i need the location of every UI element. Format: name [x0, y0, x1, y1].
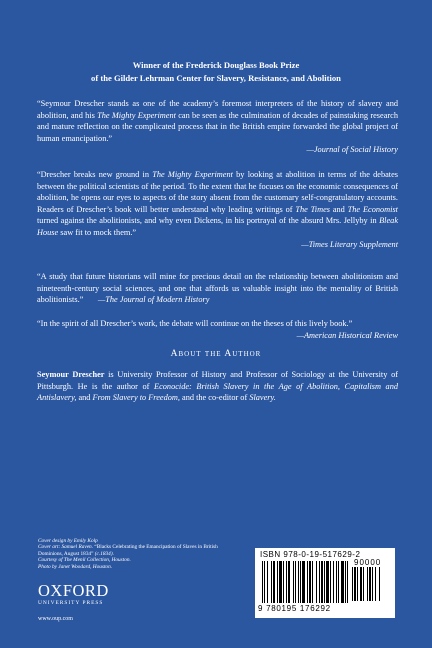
barcode-bar — [330, 561, 331, 603]
cover-art-credit — [38, 544, 238, 557]
quote-text-part: by looking at abolition in terms of the debates between the political scientists of the period. To the extent that he focuses on the economic consequences of abolition, he opens our eyes to aspects of the story absent from the customary self-congratulatory accounts. Readers of Drescher’s book will better understand why leading writings of — [37, 170, 398, 214]
barcode-bar — [286, 561, 287, 603]
ean-number: 9 780195 176292 — [258, 604, 331, 613]
barcode-bar — [298, 561, 299, 603]
barcode-bar — [273, 561, 275, 603]
barcode-bar — [271, 561, 272, 603]
barcode-bar — [367, 567, 368, 601]
barcode-bar — [324, 561, 325, 603]
barcode-bar — [345, 561, 346, 603]
quote-source: —Times Literary Supplement — [301, 239, 398, 249]
barcode-bar — [307, 561, 308, 603]
cover-credits — [38, 538, 238, 570]
publisher-url: www.oup.com — [38, 616, 73, 622]
barcode-bar — [369, 567, 371, 601]
book-title: Econocide: British Slavery in the Age of Abolition, Capitalism and Antislavery, — [37, 381, 398, 403]
quote-text-part: turned against the abolitionists, and why even Dickens, in his portrayal of the absurd Mrs. Jellyby in — [37, 216, 380, 226]
barcode-bar — [316, 561, 317, 603]
quote-text-part: “Drescher breaks new ground in — [37, 170, 153, 179]
prize-line-2: of the Gilder Lehrman Center for Slavery, Resistance, and Abolition — [91, 72, 341, 83]
review-quote-3 — [37, 271, 398, 306]
review-quote-2 — [37, 169, 398, 250]
addon-barcode — [352, 567, 390, 601]
cover-art-date: (c.1834). — [94, 550, 114, 557]
barcode-bar — [283, 561, 284, 603]
barcode-bar — [293, 561, 294, 603]
about-text-part: is University Professor of History and Professor of Sociology at the University of Pittsburgh. He is the author of — [37, 370, 398, 391]
about-author-text — [37, 369, 398, 404]
quote-text — [37, 271, 398, 306]
book-title: From Slavery to Freedom, — [92, 393, 180, 403]
barcode-bar — [279, 561, 282, 603]
author-name: Seymour Drescher — [37, 370, 105, 379]
quote-text-part: and — [330, 204, 348, 214]
barcode-bar — [277, 561, 278, 603]
quote-source: —American Historical Review — [296, 330, 398, 340]
barcode-bar — [336, 561, 337, 603]
book-title: Slavery. — [249, 393, 276, 403]
barcode-bar — [354, 567, 356, 601]
about-text-part: and the co-editor of — [179, 393, 250, 403]
barcode-bar — [267, 561, 268, 603]
barcode-bar — [262, 561, 263, 603]
quote-text-part: “Seymour Drescher stands as one of the academy’s foremost interpreters of the history of slavery and abolition, and his — [37, 99, 398, 120]
review-quote-4 — [37, 318, 398, 341]
photo-credit: Photo by Janet Woodard, Houston. — [38, 563, 113, 570]
publisher-name: OXFORD — [38, 581, 109, 600]
about-heading-text: About the Author — [170, 349, 262, 359]
courtesy-credit: Courtesy of The Menil Collection, Houston. — [38, 557, 131, 564]
barcode-bar — [372, 567, 373, 601]
prize-line-1: Winner of the Frederick Douglass Book Prize — [132, 60, 300, 70]
barcode-bar — [338, 561, 339, 603]
cover-art-prefix: Cover art: Samuel Raven. — [38, 544, 95, 551]
barcode-bar — [347, 561, 348, 603]
barcode-bar — [357, 567, 358, 601]
barcode-bar — [312, 561, 313, 603]
barcode-bar — [352, 567, 353, 601]
publisher-subname: UNIVERSITY PRESS — [38, 600, 104, 606]
barcode-bar — [333, 561, 334, 603]
barcode-bar — [302, 561, 305, 603]
about-text-part: and — [76, 393, 93, 403]
barcode-bar — [363, 567, 364, 601]
book-title: The Mighty Experiment — [152, 170, 233, 179]
barcode-bar — [326, 561, 329, 603]
isbn-number: ISBN 978-0-19-517629-2 — [260, 550, 361, 559]
barcode-bar — [321, 561, 323, 603]
cover-art-title: “Blacks Celebrating the Emancipation of Slaves in British Dominions, August 1834” — [38, 544, 218, 557]
barcode-bar — [288, 561, 290, 603]
quote-text — [37, 98, 398, 144]
barcode-bar — [341, 561, 344, 603]
novel-title: Bleak House — [37, 216, 398, 237]
prize-announcement — [30, 59, 402, 84]
about-author-heading — [0, 349, 432, 359]
barcode-bar — [309, 561, 311, 603]
publication-title: The Economist — [347, 204, 398, 214]
barcode-bar — [264, 561, 265, 603]
price-addon-number: 90000 — [354, 558, 382, 567]
quote-source: —The Journal of Modern History — [97, 295, 210, 305]
quote-text-part: can be seen as the culmination of decades of painstaking research and mature reflection on the complicated process that in the British empire forwarded the global project of human emancipation.” — [37, 110, 398, 143]
barcode-bar — [379, 567, 380, 601]
oxford-logo — [38, 583, 110, 607]
book-title: The Mighty Experiment — [97, 110, 176, 120]
quote-source: —Journal of Social History — [306, 145, 398, 155]
quote-text-part: “A study that future historians will mine for precious detail on the relationship between abolitionism and nineteenth-century social sciences, and one that affords us valuable insight into the mentality of British abolitionists.” — [37, 272, 398, 305]
barcode-bar — [295, 561, 296, 603]
barcode-bar — [300, 561, 301, 603]
quote-text-part: saw fit to mock them.” — [58, 227, 137, 237]
ean-barcode — [262, 561, 348, 603]
publication-title: The Times — [295, 204, 330, 214]
cover-design-credit: Cover design by Emily Kolp — [38, 538, 98, 544]
barcode-bar — [360, 567, 362, 601]
quote-text: “In the spirit of all Drescher’s work, the debate will continue on the theses of this lively book.” — [37, 319, 353, 328]
barcode-bar — [319, 561, 320, 603]
quote-text — [37, 169, 398, 239]
review-quote-1 — [37, 98, 398, 156]
barcode-bar — [375, 567, 376, 601]
